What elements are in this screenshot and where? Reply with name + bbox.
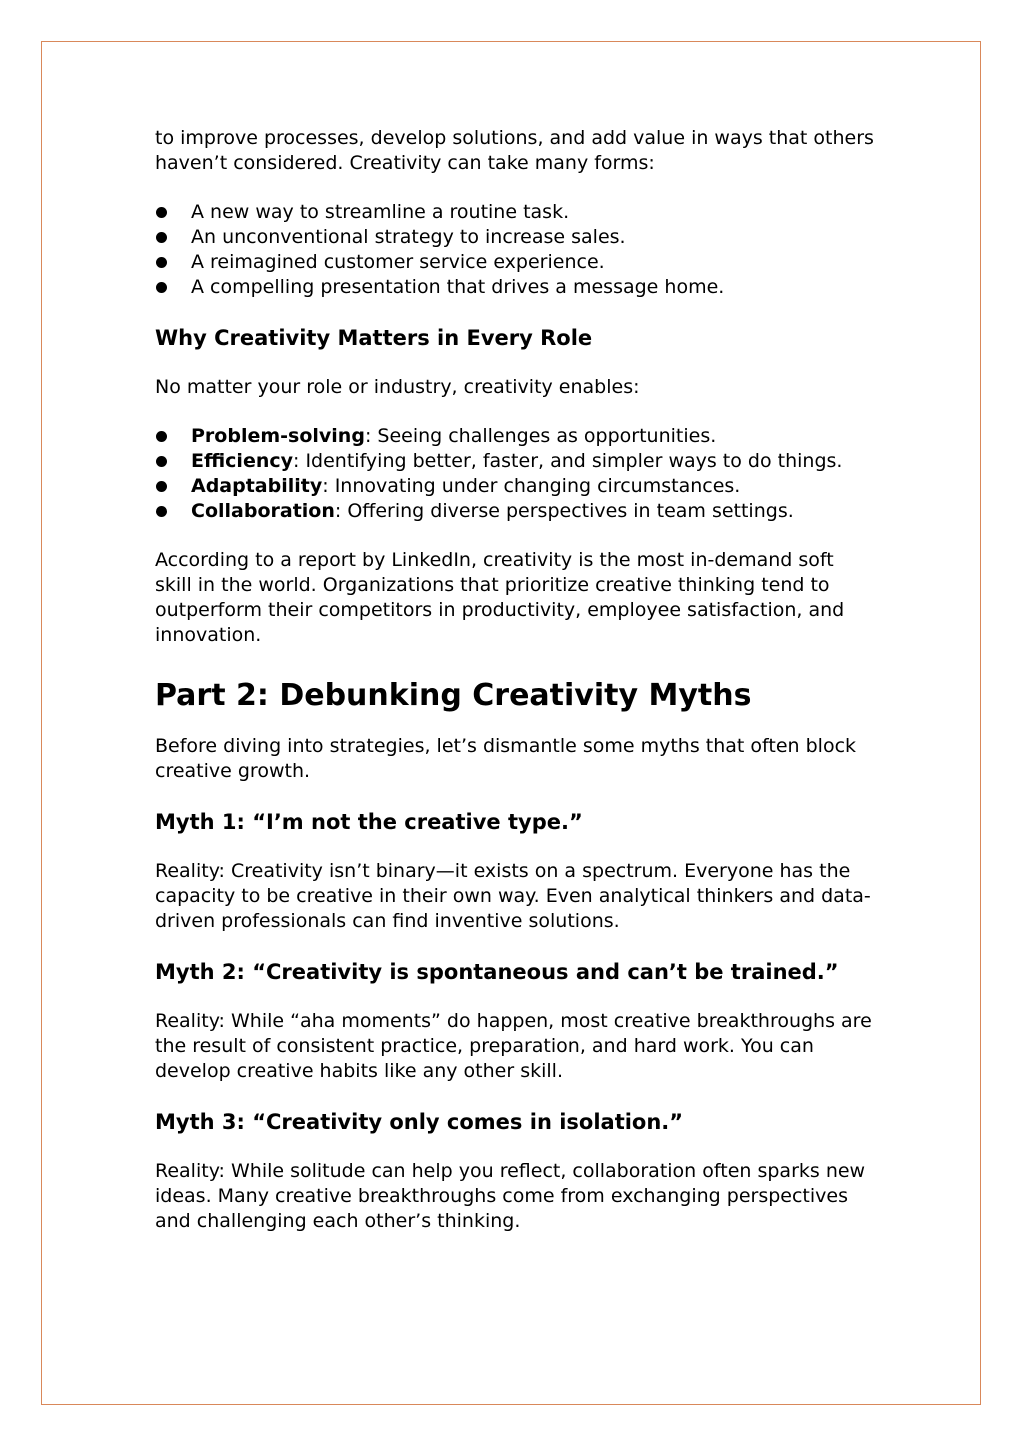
bullet-icon <box>156 506 167 517</box>
list-item: A compelling presentation that drives a message home. <box>155 275 875 300</box>
bullet-icon <box>156 481 167 492</box>
list-item: A new way to streamline a routine task. <box>155 200 875 225</box>
myth-1-heading: Myth 1: “I’m not the creative type.” <box>155 810 583 834</box>
myth-3-heading: Myth 3: “Creativity only comes in isolation.” <box>155 1110 684 1134</box>
list-item: Problem-solving: Seeing challenges as opportunities. <box>155 424 875 449</box>
intro-paragraph: to improve processes, develop solutions, and add value in ways that others haven’t considered. Creativity can take many forms: <box>155 127 874 174</box>
why-list <box>155 424 875 524</box>
why-heading: Why Creativity Matters in Every Role <box>155 326 593 350</box>
myth-2-heading: Myth 2: “Creativity is spontaneous and can’t be trained.” <box>155 960 839 984</box>
bullet-icon <box>156 207 167 218</box>
part2-intro: Before diving into strategies, let’s dismantle some myths that often block creative growth. <box>155 735 857 782</box>
report-paragraph: According to a report by LinkedIn, creativity is the most in-demand soft skill in the world. Organizations that prioritize creative thinking tend to outperform their competitors in productivity, employee satisfaction, and innovation. <box>155 549 845 646</box>
bullet-icon <box>156 456 167 467</box>
list-item: An unconventional strategy to increase sales. <box>155 225 875 250</box>
part2-heading: Part 2: Debunking Creativity Myths <box>155 678 752 713</box>
list-item: Efficiency: Identifying better, faster, and simpler ways to do things. <box>155 449 875 474</box>
list-item: Adaptability: Innovating under changing circumstances. <box>155 474 875 499</box>
list-item: A reimagined customer service experience. <box>155 250 875 275</box>
document-body <box>155 126 875 1234</box>
bullet-icon <box>156 257 167 268</box>
bullet-icon <box>156 232 167 243</box>
forms-list <box>155 200 875 300</box>
myth-3-reality: Reality: While solitude can help you reflect, collaboration often sparks new ideas. Many creative breakthroughs come from exchanging perspectives and challenging each other’s thinking. <box>155 1160 866 1232</box>
myth-1-reality: Reality: Creativity isn’t binary—it exists on a spectrum. Everyone has the capacity to be creative in their own way. Even analytical thinkers and data-driven professionals can find inventive solutions. <box>155 860 871 932</box>
list-item: Collaboration: Offering diverse perspectives in team settings. <box>155 499 875 524</box>
myth-2-reality: Reality: While “aha moments” do happen, most creative breakthroughs are the result of consistent practice, preparation, and hard work. You can develop creative habits like any other skill. <box>155 1010 872 1082</box>
bullet-icon <box>156 431 167 442</box>
bullet-icon <box>156 282 167 293</box>
why-lead: No matter your role or industry, creativity enables: <box>155 376 640 398</box>
